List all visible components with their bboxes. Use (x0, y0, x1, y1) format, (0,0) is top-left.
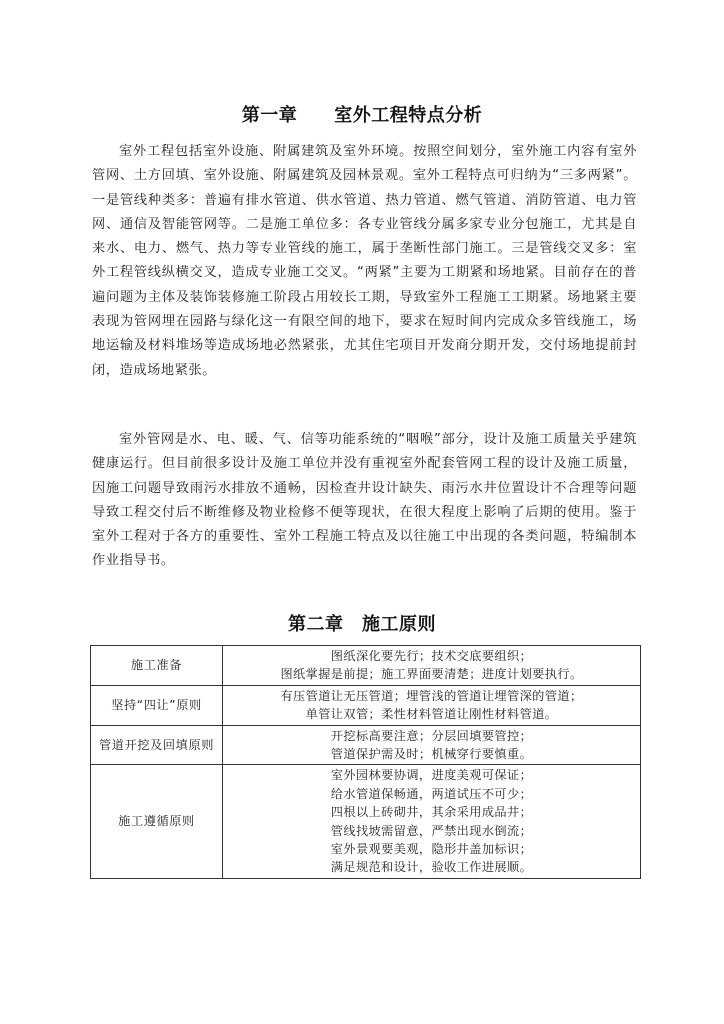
content-line: 开挖标高要注意；分层回填要管控； (330, 728, 533, 743)
content-line: 管道保护需及时；机械穿行要慎重。 (330, 747, 533, 762)
content-line: 单管让双管；柔性材料管道让刚性材料管道。 (305, 707, 558, 722)
content-line: 有压管道让无压管道；埋管浅的管道让埋管深的管道； (280, 688, 583, 703)
row-content (223, 646, 641, 686)
row-content (223, 685, 641, 725)
content-line: 图纸掌握是前提；施工界面要清楚；进度计划要执行。 (280, 667, 583, 682)
chapter-1-paragraph-1: 室外工程包括室外设施、附属建筑及室外环境。按照空间划分，室外施工内容有室外管网、土方回填、室外设施、附属建筑及园林景观。室外工程特点可归纳为“三多两紧”。一是管线种类多：普遍有排水管道、供水管道、热力管道、燃气管道、消防管道、电力管网、通信及智能管网等。二是施工单位多：各专业管线分属多家专业分包施工，尤其是自来水、电力、燃气、热力等专业管线的施工，属于垄断性部门施工。三是管线交叉多：室外工程管线纵横交叉，造成专业施工交叉。“两紧”主要为工期紧和场地紧。目前存在的普遍问题为主体及装饰装修施工阶段占用较长工期，导致室外工程施工工期紧。场地紧主要表现为管网埋在园路与绿化这一有限空间的地下，要求在短时间内完成众多管线施工，场地运输及材料堆场等造成场地必然紧张，尤其住宅项目开发商分期开发，交付场地提前封闭，造成场地紧张。 (92, 144, 637, 378)
content-line: 管线找坡需留意，严禁出现水倒流； (330, 823, 533, 838)
content-line: 满足规范和设计，验收工作进展顺。 (330, 860, 533, 875)
chapter-2-title: 第二章 施工原则 (288, 614, 436, 635)
table-row (91, 685, 641, 725)
table-row (91, 765, 641, 878)
table-row (91, 725, 641, 765)
content-line: 室外园林要协调，进度美观可保证； (330, 768, 533, 783)
row-label: 施工遵循原则 (91, 765, 223, 878)
chapter-1-paragraph-2: 室外管网是水、电、暖、气、信等功能系统的“咽喉”部分，设计及施工质量关乎建筑健康运行。但目前很多设计及施工单位并没有重视室外配套管网工程的设计及施工质量，因施工问题导致雨污水排放不通畅，因检查井设计缺失、雨污水井位置设计不合理等问题导致工程交付后不断维修及物业检修不便等现状，在很大程度上影响了后期的使用。鉴于室外工程对于各方的重要性、室外工程施工特点及以往施工中出现的各类问题，特编制本作业指导书。 (92, 432, 637, 569)
content-line: 图纸深化要先行；技术交底要组织； (330, 649, 533, 663)
row-label: 坚持“四让”原则 (91, 685, 223, 725)
content-line: 室外景观要美观，隐形井盖加标识； (330, 842, 533, 857)
row-content (223, 765, 641, 878)
table-row (91, 646, 641, 686)
content-line: 给水管道保畅通，两道试压不可少； (330, 786, 533, 801)
chapter-1-title: 第一章 室外工程特点分析 (241, 105, 483, 126)
construction-principles-table (90, 645, 641, 879)
content-line: 四根以上砖砌井，其余采用成品井； (330, 805, 533, 820)
row-content (223, 725, 641, 765)
row-label: 施工准备 (91, 646, 223, 686)
row-label: 管道开挖及回填原则 (91, 725, 223, 765)
